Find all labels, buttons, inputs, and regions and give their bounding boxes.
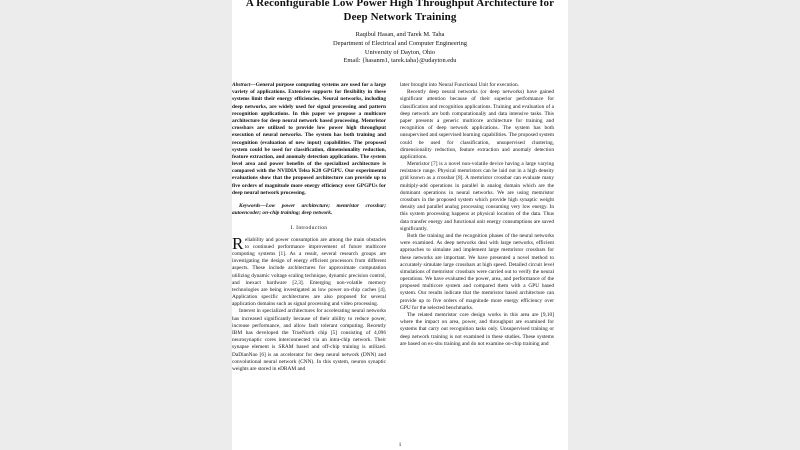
intro-paragraph-1-text: eliability and power consumption are among the main obstacles to continued performance improvement of future multicore computing systems [1]. As a result, several research groups are investigating the design of energy efficient processors from different aspects. These include architectures for approximate computation utilizing dynamic voltage scaling technique, dynamic precision control, and inexact hardware [2,3]. Emerging non-volatile memory technologies are being investigated as low power on-chip caches [4]. Application specific architectures are also proposed for several application domains such as signal processing and video processing.	[232, 236, 386, 308]
section-heading-introduction: I. Introduction	[290, 225, 328, 232]
drop-cap-letter: R	[232, 234, 244, 254]
author-department: Department of Electrical and Computer Engineering	[333, 39, 467, 47]
page-number: 1	[398, 442, 402, 448]
paper-title-line-2: Deep Network Training	[343, 11, 457, 23]
abstract-body: —General purpose computing systems are used for a large variety of applications. Extensive supports for flexibility in these systems limit their energy efficiencies. Neural networks, including deep networks, are widely used for signal processing and pattern recognition applications. In this paper we propose a multicore architecture for deep neural network based processing. Memristor crossbars are utilized to provide low power high throughput execution of neural networks. The system has both training and recognition (evaluation of new input) capabilities. The proposed system could be used for classification, dimensionality reduction, feature extraction, and anomaly detection applications. The system level area and power benefits of the specialized architecture is compared with the NVIDIA Telsa K20 GPGPU. Our experimental evaluations show that the proposed architecture can provide up to five orders of magnitude more energy efficiency over GPGPUs for deep neural network processing.	[232, 82, 386, 196]
paper-page	[232, 0, 568, 450]
right-paragraph-1: Recently deep neural networks (or deep networks) have gained significant attention because of their superior performance for classification and recognition applications. Training and evaluation of a deep network are both computationally and data intensive tasks. This paper presents a generic multicore architecture for training and recognition of deep network applications. The system has both unsupervised and supervised learning capabilities. The proposed system could be used for classification, unsupervised clustering, dimensionality reduction, feature extraction and anomaly detection applications.	[400, 89, 554, 160]
author-names: Raqibul Hasan, and Tarek M. Taha	[355, 31, 445, 38]
right-paragraph-2: Memristor [7] is a novel non-volatile device having a large varying resistance range. Physical memristors can be laid out in a high density grid known as a crossbar [8]. A memristor crossbar can evaluate many multiply-add operations in parallel in analog domain which are the dominant operations in neural networks. We are using memristor crossbars in the proposed system which provide high synaptic weight density and parallel analog processing consuming very low energy. In this system processing happens at physical location of the data. Thus data transfer energy and functional unit energy consumptions are saved significantly.	[400, 161, 554, 232]
intro-paragraph-2: Interest in specialized architectures for accelerating neural networks has increased significantly because of their ability to reduce power, increase performance, and allow fault tolerant computing. Recently IBM has developed the TrueNorth chip [5] consisting of 4,096 neurosynaptic cores interconnected via an intra-chip network. Their synapse element is SRAM based and off-chip training is utilized. DaDianNao [6] is an accelerator for deep neural network (DNN) and convolutional neural network (CNN). In this system, neuron synaptic weights are stored in eDRAM and	[232, 308, 386, 372]
abstract	[232, 82, 386, 197]
paper-title-line-1: A Reconfigurable Low Power High Throughput Architecture for	[245, 0, 555, 9]
author-block	[232, 31, 568, 66]
intro-paragraph-1	[232, 234, 386, 309]
right-paragraph-0: later brought into Neural Functional Unit for execution.	[400, 82, 520, 88]
keywords: Keywords—Low power architecture; memristor crossbar; autoencoder; on-chip training; deep network.	[232, 203, 386, 217]
right-paragraph-3: Both the training and the recognition phases of the neural networks were examined. As deep networks deal with large networks, efficient approaches to simulate and implement large memristor crossbars for these networks are important. We have presented a novel method to accurately simulate large crossbars at high speed. Detailed circuit level simulations of memristor crossbars were carried out to verify the neural operations. We have evaluated the power, area, and performance of the proposed multicore system and compared them with a GPU based system. Our results indicate that the memristor based architecture can provide up to five orders of magnitude more energy efficiency over GPU for the selected benchmarks.	[400, 232, 554, 311]
right-column	[400, 82, 554, 348]
right-paragraph-4: The related memristor core design works in this area are [9,10] where the impact on area, power, and throughput are examined for systems that carry out recognition tasks only. Unsupervised training or deep network training is not examined in these studies. These systems are based on ex-situ training and do not examine on-chip training and	[400, 312, 554, 347]
abstract-label: Abstract	[232, 82, 251, 88]
author-university: University of Dayton, Ohio	[364, 48, 436, 56]
left-column	[232, 82, 386, 373]
author-email: Email: {hasanm1, tarek.taha}@udayton.edu	[343, 57, 457, 65]
